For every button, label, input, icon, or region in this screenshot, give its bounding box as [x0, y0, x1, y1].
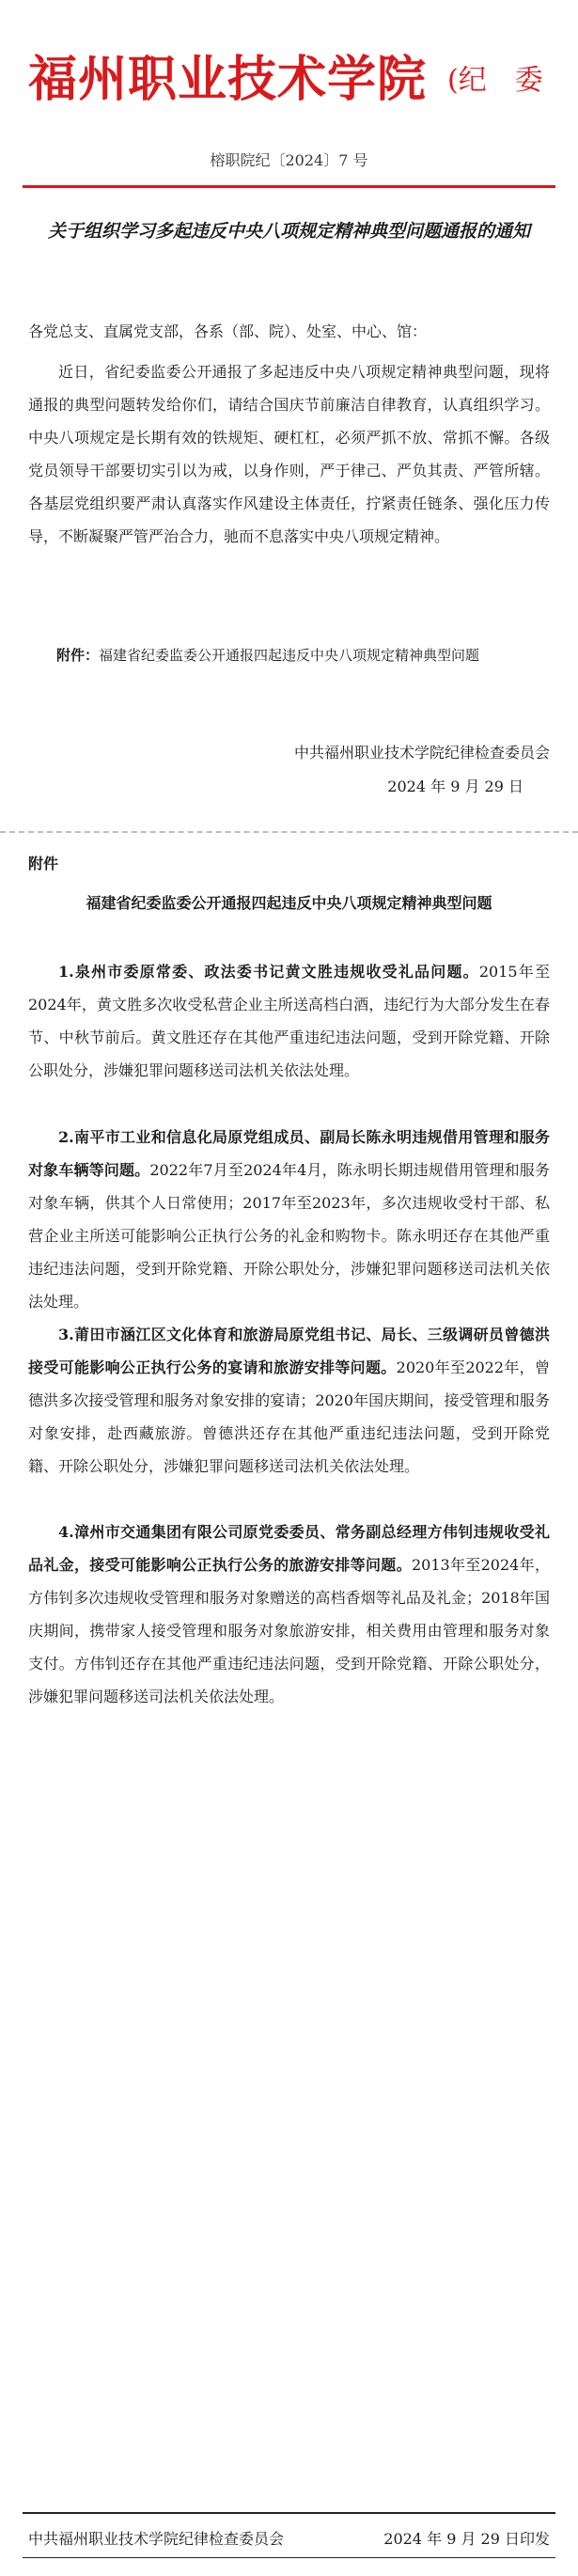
notice-body: 近日，省纪委监委公开通报了多起违反中央八项规定精神典型问题，现将通报的典型问题转发给你们，请结合国庆节前廉洁自律教育，认真组织学习。中央八项规定是长期有效的铁规矩、硬杠杠，必须严抓不放、常抓不懈。各级党员领导干部要切实引以为戒，以身作则，严于律己、严负其责、严管所辖。各基层党组织要严肃认真落实作风建设主体责任，拧紧责任链条、强化压力传导，不断凝聚严管严治合力，驰而不息落实中央八项规定精神。 — [28, 363, 550, 545]
salutation: 各党总支、直属党支部，各系（部、院）、处室、中心、馆： — [28, 322, 428, 340]
footer-bottom-rule — [23, 2557, 555, 2558]
doc-number: 榕职院纪〔2024〕7 号 — [210, 151, 368, 169]
footer-org: 中共福州职业技术学院纪律检查委员会 — [28, 2530, 285, 2548]
attachment-line — [28, 639, 550, 672]
attachment-title: 福建省纪委监委公开通报四起违反中央八项规定精神典型问题 — [86, 894, 492, 912]
case-heading: 3.莆田市涵江区文化体育和旅游局原党组书记、局长、三级调研员曾德洪接受可能影响公正执行公务的宴请和旅游安排等问题。 — [28, 1326, 550, 1376]
case-text: 2013年至2024年，方伟钊多次违规收受管理和服务对象赠送的高档香烟等礼品及礼金；2018年国庆期间，携带家人接受管理和服务对象旅游安排，相关费用由管理和服务对象支付。方伟钊还存在其他严重违纪违法问题，受到开除党籍、开除公职处分，涉嫌犯罪问题移送司法机关依法处理。 — [28, 1556, 550, 1705]
case-heading: 4.漳州市交通集团有限公司原党委委员、常务副总经理方伟钊违规收受礼品礼金，接受可能影响公正执行公务的旅游安排等问题。 — [28, 1523, 550, 1574]
case-text: 2022年7月至2024年4月，陈永明长期违规借用管理和服务对象车辆，供其个人日常使用；2017年至2023年，多次违规收受村干部、私营企业主所送可能影响公正执行公务的礼金和购物卡。陈永明还存在其他严重违纪违法问题，受到开除党籍、开除公职处分，涉嫌犯罪问题移送司法机关依法处理。 — [28, 1161, 550, 1311]
case-item — [28, 1516, 550, 1713]
attachment-line-text: 福建省纪委监委公开通报四起违反中央八项规定精神典型问题 — [99, 647, 480, 664]
red-divider — [23, 185, 555, 188]
footer-top-rule — [23, 2512, 555, 2514]
case-item — [28, 1121, 550, 1318]
signature-org: 中共福州职业技术学院纪律检查委员会 — [293, 744, 550, 762]
attachment-line-label: 附件： — [56, 647, 100, 664]
case-text: 2020年至2022年，曾德洪多次接受管理和服务对象安排的宴请；2020年国庆期间，接受管理和服务对象安排，赴西藏旅游。曾德洪还存在其他严重违纪违法问题，受到开除党籍、开除公职处分，涉嫌犯罪问题移送司法机关依法处理。 — [28, 1359, 550, 1475]
case-heading: 1.泉州市委原常委、政法委书记黄文胜违规收受礼品问题。 — [58, 963, 479, 981]
case-item — [28, 955, 550, 1087]
header-org-name: 福州职业技术学院 — [28, 52, 428, 108]
signature-date: 2024 年 9 月 29 日 — [387, 778, 523, 795]
notice-title: 关于组织学习多起违反中央八项规定精神典型问题通报的通知 — [47, 221, 530, 242]
case-item — [28, 1318, 550, 1483]
footer-date: 2024 年 9 月 29 日印发 — [383, 2530, 550, 2548]
case-heading: 2.南平市工业和信息化局原党组成员、副局长陈永明违规借用管理和服务对象车辆等问题。 — [28, 1128, 550, 1179]
header-suffix: (纪 委 — [447, 64, 543, 97]
case-text: 2015年至2024年，黄文胜多次收受私营企业主所送高档白酒，违纪行为大部分发生在春节、中秋节前后。黄文胜还存在其他严重违纪违法问题，受到开除党籍、开除公职处分，涉嫌犯罪问题移送司法机关依法处理。 — [28, 963, 550, 1079]
attachment-label: 附件 — [28, 855, 59, 872]
page-separator — [0, 831, 578, 833]
